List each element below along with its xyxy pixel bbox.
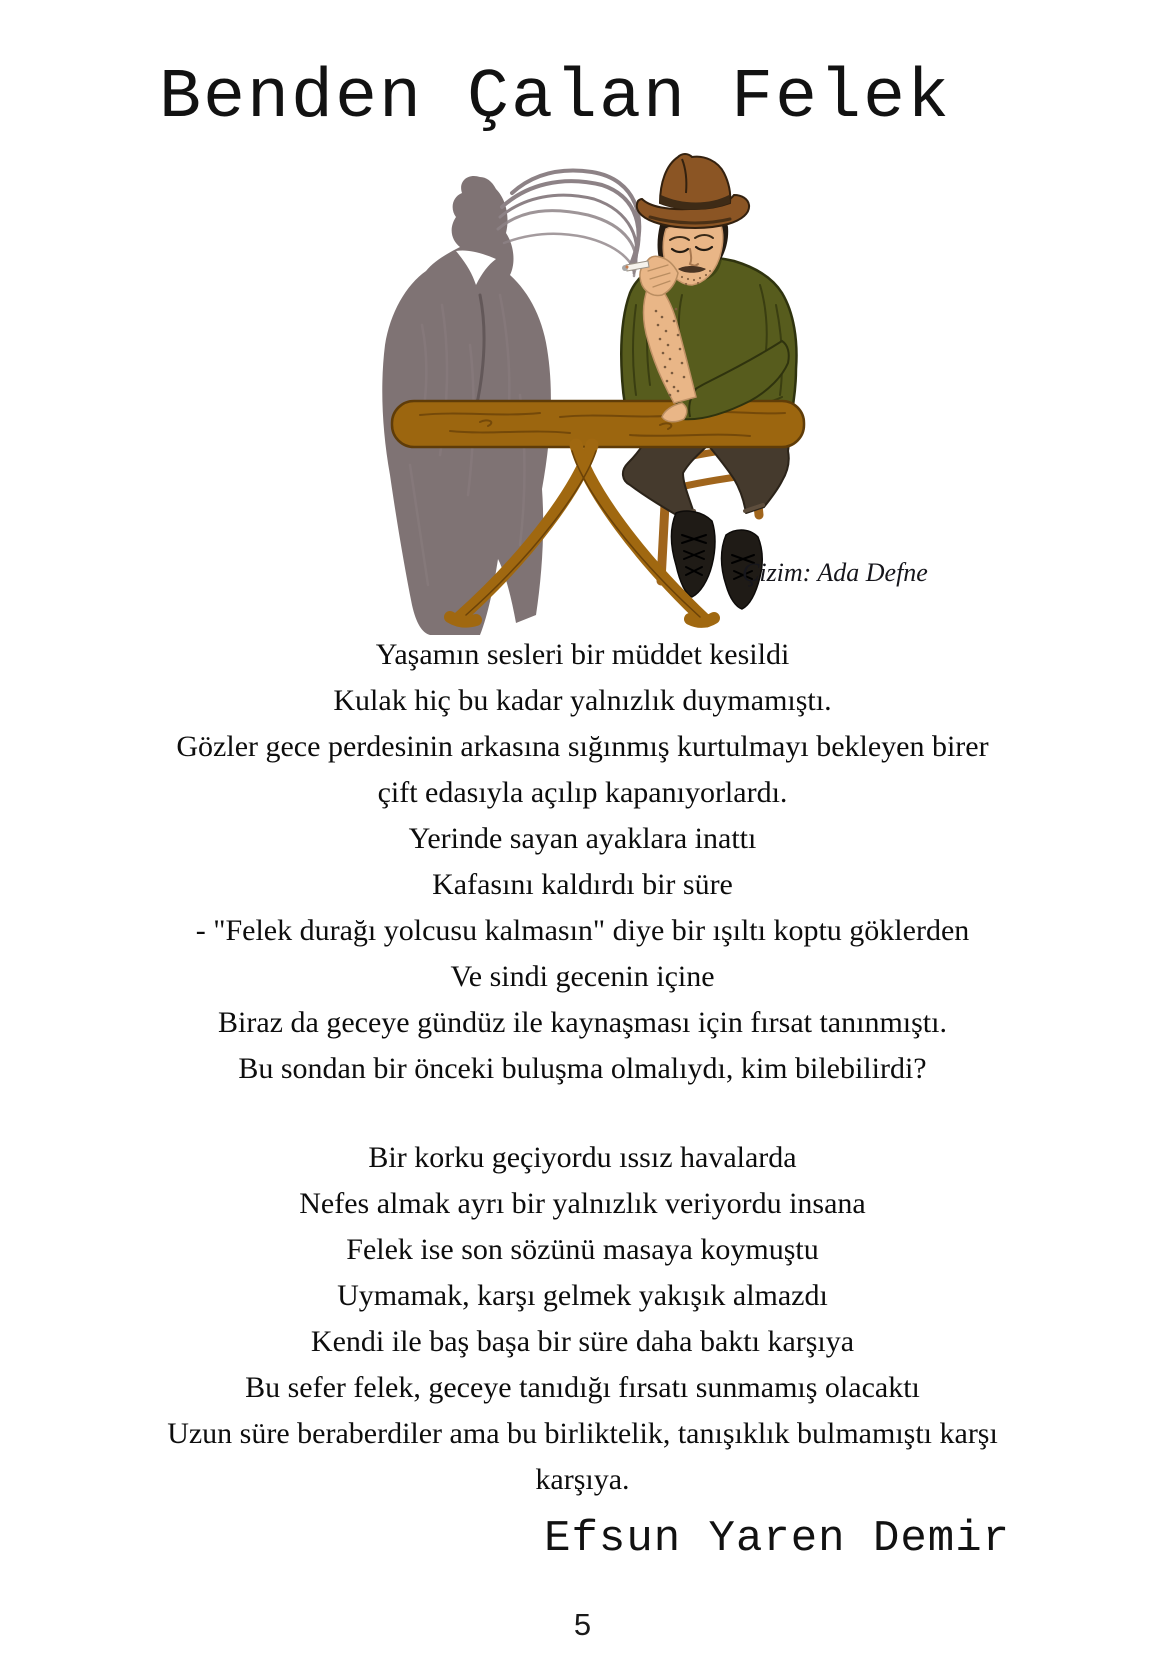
page-number: 5 (573, 1607, 592, 1642)
poem-line: Ve sindi gecenin içine (450, 960, 715, 993)
poem (0, 632, 1165, 1503)
poem-line: Nefes almak ayrı bir yalnızlık veriyordu insana (299, 1187, 866, 1220)
poem-stanza-2 (0, 1135, 1165, 1503)
poem-line: Uzun süre beraberdiler ama bu birliktelik, tanışıklık bulmamıştı karşı (167, 1417, 998, 1450)
page-title: Benden Çalan Felek (158, 59, 952, 138)
poem-line: Kulak hiç bu kadar yalnızlık duymamıştı. (333, 684, 832, 717)
smoke-wisps (498, 171, 639, 276)
poem-line: - "Felek durağı yolcusu kalmasın" diye bir ışıltı koptu göklerden (195, 914, 970, 947)
poem-line: Biraz da geceye gündüz ile kaynaşması için fırsat tanınmıştı. (218, 1006, 947, 1039)
poem-line: Bir korku geçiyordu ıssız havalarda (368, 1141, 797, 1174)
poem-line: çift edasıyla açılıp kapanıyorlardı. (377, 776, 788, 809)
poem-line: Yerinde sayan ayaklara inattı (408, 822, 757, 855)
poem-line: Gözler gece perdesinin arkasına sığınmış kurtulmayı bekleyen birer (176, 730, 989, 763)
poem-line: Kendi ile baş başa bir süre daha baktı karşıya (310, 1325, 855, 1358)
poem-line: Bu sefer felek, geceye tanıdığı fırsatı sunmamış olacaktı (245, 1371, 920, 1404)
poem-line: Bu sondan bir önceki buluşma olmalıydı, kim bilebilirdi? (238, 1052, 927, 1085)
poem-line: karşıya. (535, 1463, 630, 1496)
poem-author: Efsun Yaren Demir (544, 1514, 1010, 1564)
fedora-hat (637, 154, 749, 228)
illustration-credit: Çizim: Ada Defne (742, 558, 928, 587)
poem-line: Uymamak, karşı gelmek yakışık almazdı (337, 1279, 828, 1312)
poem-line: Kafasını kaldırdı bir süre (432, 868, 733, 901)
poem-stanza-1 (0, 632, 1165, 1092)
poem-line: Felek ise son sözünü masaya koymuştu (346, 1233, 819, 1266)
poem-line: Yaşamın sesleri bir müddet kesildi (375, 638, 790, 671)
